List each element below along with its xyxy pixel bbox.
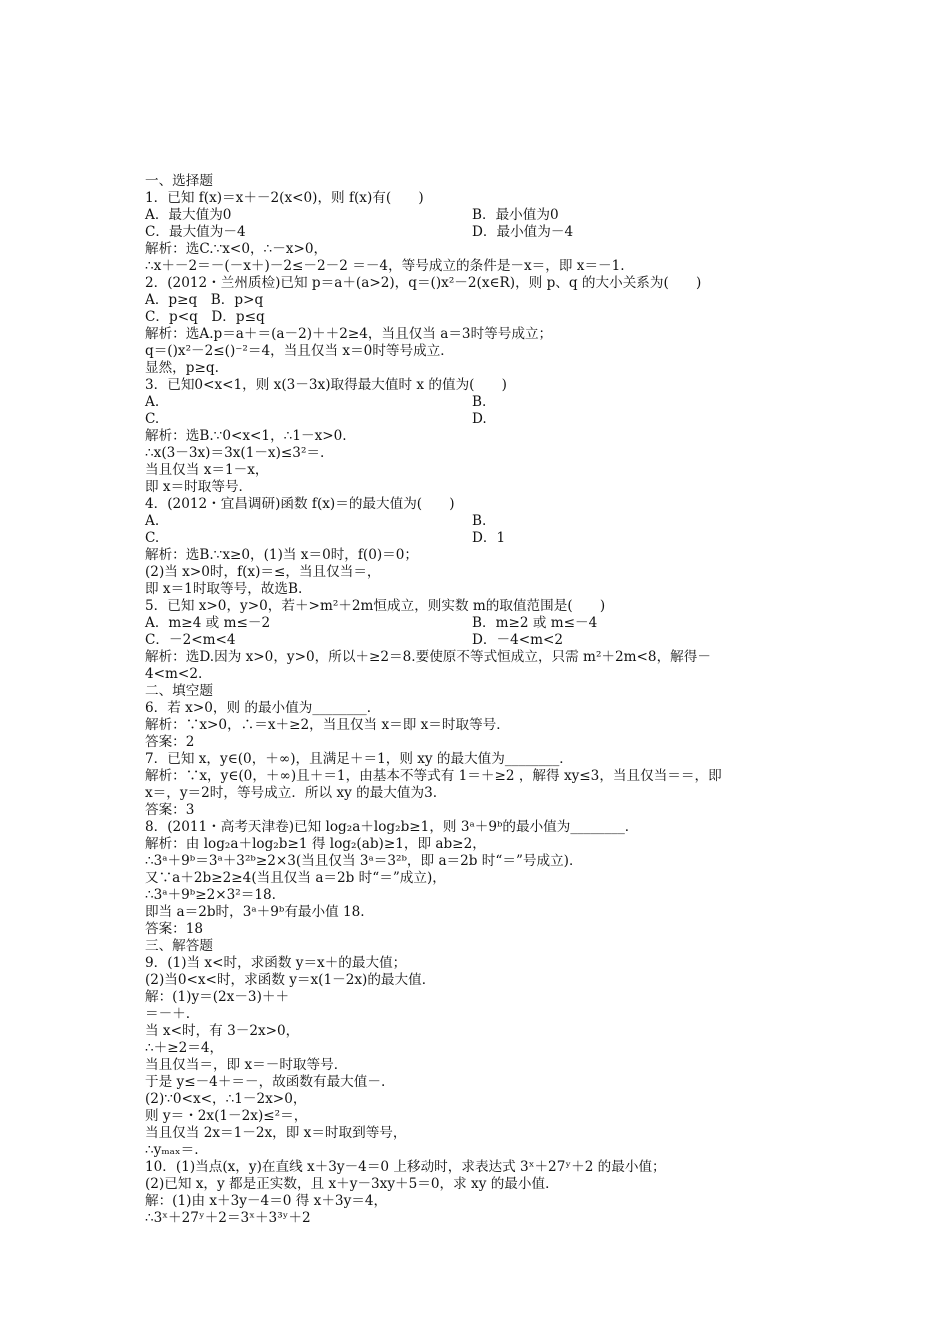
option-a: A. (145, 513, 160, 529)
solution-line: 解析：选A.p＝a＋＝(a－2)＋＋2≥4，当且仅当 a＝3时等号成立； (145, 326, 553, 342)
solution-line: 解析：由 log₂a＋log₂b≥1 得 log₂(ab)≥1，即 ab≥2， (145, 836, 486, 852)
solution-line: 4<m<2. (145, 666, 203, 682)
solution-line: 解析：选D.因为 x>0，y>0，所以＋≥2＝8.要使原不等式恒成立，只需 m²＋2m<8，解得－ (145, 649, 711, 665)
solution-line: ∴yₘₐₓ＝. (145, 1142, 199, 1158)
solution-line: 解析：选C.∵x<0，∴－x>0， (145, 241, 328, 257)
solution-line: (2)当 x>0时，f(x)＝≤，当且仅当＝， (145, 564, 381, 580)
question-6: 6．若 x>0，则 的最小值为________． (145, 700, 381, 716)
question-4: 4．(2012・宜昌调研)函数 f(x)＝的最大值为( ) (145, 496, 455, 512)
question-10-part: (2)已知 x，y 都是正实数，且 x＋y－3xy＋5＝0，求 xy 的最小值． (145, 1176, 559, 1192)
option-c: C．最大值为－4 (145, 224, 246, 240)
solution-line: 解析：选B.∵x≥0，(1)当 x＝0时，f(0)＝0； (145, 547, 419, 563)
solution-line: ＝－＋. (145, 1006, 191, 1022)
option-a: A．最大值为0 (145, 207, 232, 223)
solution-line: 则 y＝・2x(1－2x)≤²＝， (145, 1108, 308, 1124)
solution-line: 即 x＝时取等号． (145, 479, 253, 495)
option-c: C. (145, 530, 160, 546)
question-2: 2．(2012・兰州质检)已知 p＝a＋(a>2)，q＝()x²－2(x∈R)，则 p、q 的大小关系为( ) (145, 275, 702, 291)
option-a: A．m≥4 或 m≤－2 (145, 615, 271, 631)
question-1: 1．已知 f(x)＝x＋－2(x<0)，则 f(x)有( ) (145, 190, 424, 206)
option-d: D．－4<m<2 (472, 632, 564, 648)
solution-line: 解析：∵x，y∈(0，＋∞)且＋＝1，由基本不等式有 1＝＋≥2 ，解得 xy≤3，当且仅当＝＝，即 (145, 768, 722, 784)
solution-line: 当且仅当 2x＝1－2x，即 x＝时取到等号， (145, 1125, 407, 1141)
option-c: C．－2<m<4 (145, 632, 236, 648)
solution-line: (2)∵0<x<，∴1－2x>0， (145, 1091, 307, 1107)
solution-line: ∴＋≥2＝4， (145, 1040, 224, 1056)
question-9-part: (2)当0<x<时，求函数 y＝x(1－2x)的最大值． (145, 972, 436, 988)
solution-line: 当 x<时，有 3－2x>0， (145, 1023, 300, 1039)
solution-line: ∴x(3－3x)＝3x(1－x)≤3²＝. (145, 445, 325, 461)
solution-line: ∴3ᵃ＋9ᵇ≥2×3²＝18. (145, 887, 276, 903)
option-b: B. (472, 394, 487, 410)
solution-line: ∴3ᵃ＋9ᵇ＝3ᵃ＋3²ᵇ≥2×3(当且仅当 3ᵃ＝3²ᵇ，即 a＝2b 时“＝”号成立)． (145, 853, 583, 869)
solution-line: ∴x＋－2＝－(－x＋)－2≤－2－2 ＝－4，等号成立的条件是－x＝，即 x＝－1. (145, 258, 625, 274)
question-8: 8．(2011・高考天津卷)已知 log₂a＋log₂b≥1，则 3ᵃ＋9ᵇ的最小值为________． (145, 819, 639, 835)
option-c: C. (145, 411, 160, 427)
answer-line: 答案：18 (145, 921, 204, 937)
solution-line: 解析：选B.∵0<x<1，∴1－x>0. (145, 428, 347, 444)
section-heading: 二、填空题 (145, 683, 213, 699)
solution-line: 即 x＝1时取等号，故选B. (145, 581, 303, 597)
solution-line: 当且仅当 x＝1－x， (145, 462, 269, 478)
option-d: D．1 (472, 530, 506, 546)
solution-line: 即当 a＝2b时，3ᵃ＋9ᵇ有最小值 18. (145, 904, 365, 920)
question-10: 10．(1)当点(x，y)在直线 x＋3y－4＝0 上移动时，求表达式 3ˣ＋27ʸ＋2 的最小值； (145, 1159, 666, 1175)
option-b: B. (472, 513, 487, 529)
option-b: B．最小值为0 (472, 207, 559, 223)
option-a: A. (145, 394, 160, 410)
solution-line: 显然，p≥q. (145, 360, 219, 376)
question-9: 9．(1)当 x<时，求函数 y＝x＋的最大值； (145, 955, 407, 971)
option-b: B．m≥2 或 m≤－4 (472, 615, 598, 631)
section-heading: 一、选择题 (145, 173, 213, 189)
solution-line: 又∵a＋2b≥2≥4(当且仅当 a＝2b 时“＝”成立)， (145, 870, 446, 886)
solution-line: 解析：∵x>0，∴＝x＋≥2，当且仅当 x＝即 x＝时取等号． (145, 717, 510, 733)
section-heading: 三、解答题 (145, 938, 213, 954)
solution-line: q＝()x²－2≤()⁻²＝4，当且仅当 x＝0时等号成立． (145, 343, 454, 359)
question-3: 3．已知0<x<1，则 x(3－3x)取得最大值时 x 的值为( ) (145, 377, 507, 393)
option-d: D．最小值为－4 (472, 224, 574, 240)
solution-line: ∴3ˣ＋27ʸ＋2＝3ˣ＋3³ʸ＋2 (145, 1210, 311, 1226)
solution-line: 于是 y≤－4＋＝－，故函数有最大值－. (145, 1074, 386, 1090)
solution-line: 解：(1)由 x＋3y－4＝0 得 x＋3y＝4， (145, 1193, 388, 1209)
question-7: 7．已知 x，y∈(0，＋∞)，且满足＋＝1，则 xy 的最大值为________． (145, 751, 573, 767)
option-d: D. (472, 411, 487, 427)
answer-line: 答案：3 (145, 802, 195, 818)
solution-line: 解：(1)y＝(2x－3)＋＋ (145, 989, 290, 1005)
options-line: A．p≥q B．p>q (145, 292, 264, 308)
answer-line: 答案：2 (145, 734, 195, 750)
solution-line: 当且仅当＝，即 x＝－时取等号． (145, 1057, 348, 1073)
solution-line: x＝，y＝2时，等号成立．所以 xy 的最大值为3. (145, 785, 438, 801)
options-line: C．p<q D．p≤q (145, 309, 265, 325)
question-5: 5．已知 x>0，y>0，若＋>m²＋2m恒成立，则实数 m的取值范围是( ) (145, 598, 606, 614)
